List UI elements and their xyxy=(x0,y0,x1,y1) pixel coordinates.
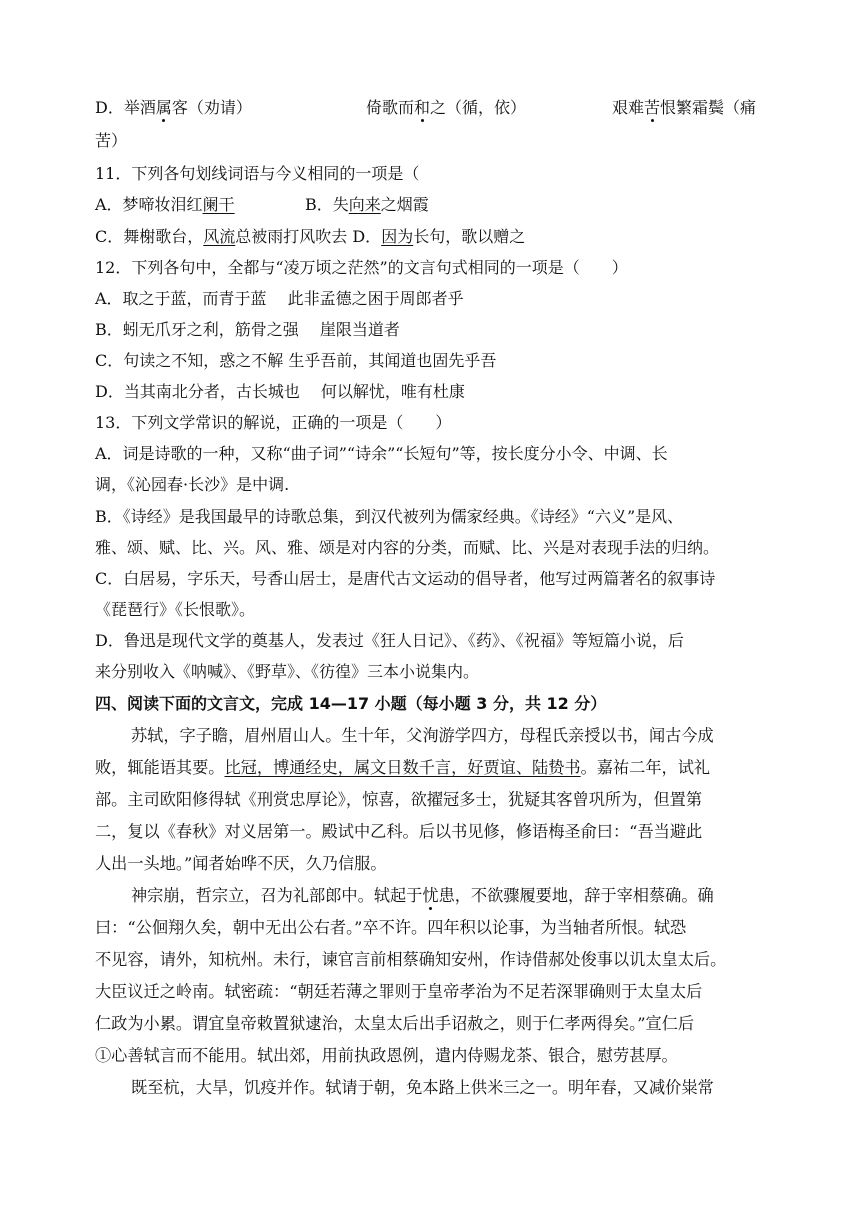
underlined-word: 向来 xyxy=(348,195,381,214)
q11-option-d-rest: 长句，歌以赠之 xyxy=(413,227,526,246)
passage-text: 。嘉祐二年，试礼 xyxy=(580,758,711,777)
q12-stem: 12．下列各句中，全都与“凌万顷之茫然”的文言句式相同的一项是（ ） xyxy=(95,258,628,277)
emphasis-dot-char: 属 xyxy=(155,98,172,117)
passage-p3-line1: 既至杭，大旱，饥疫并作。轼请于朝，免本路上供米三之一。明年春，又减价粜常 xyxy=(131,1078,714,1097)
q10-option-d-2 xyxy=(366,98,526,118)
q10-option-d-3-gloss: 恨繁霜鬓（痛 xyxy=(660,98,757,117)
passage-p1-line2 xyxy=(95,758,710,778)
q11-option-c-text: C．舞榭歌台， xyxy=(95,227,204,246)
q10-option-d-1: D．举酒 xyxy=(95,98,156,117)
passage-text: 患，不欲骤履要地，辞于宰相蔡确。确 xyxy=(438,886,714,905)
passage-p1-line3: 部。主司欧阳修得轼《刑赏忠厚论》，惊喜，欲擢冠多士，犹疑其客曾巩所为，但置第 xyxy=(95,790,703,809)
underlined-word: 因为 xyxy=(381,227,414,246)
passage-p2-line6: ①心善轼言而不能用。轼出郊，用前执政恩例，遣内侍赐龙茶、银合，慰劳甚厚。 xyxy=(95,1046,678,1065)
underlined-word: 风流 xyxy=(203,227,236,246)
q12-option-d: D．当其南北分者，古长城也 何以解忧，唯有杜康 xyxy=(95,382,465,401)
emphasis-dot-char: 忧 xyxy=(422,886,439,905)
q10-option-d-2-gloss: 之（循，依） xyxy=(430,98,527,117)
q10-option-d-3 xyxy=(612,98,756,118)
q13-option-c-line1: C．白居易，字乐天，号香山居士，是唐代古文运动的倡导者，他写过两篇著名的叙事诗 xyxy=(95,569,716,588)
q13-option-d-line1: D．鲁迅是现代文学的奠基人，发表过《狂人日记》、《药》、《祝福》等短篇小说，后 xyxy=(95,631,684,650)
q11-option-c-rest: 总被雨打风吹去 D． xyxy=(235,227,382,246)
q12-option-c: C．句读之不知，惑之不解 生乎吾前，其闻道也固先乎吾 xyxy=(95,351,497,370)
q10-option-d-2-text: 倚歌而 xyxy=(366,98,415,117)
passage-p1-line4: 二，复以《春秋》对义居第一。殿试中乙科。后以书见修，修语梅圣俞曰：“吾当避此 xyxy=(95,822,703,841)
passage-p2-line2: 曰：“公佪翔久矣，朝中无出公右者。”卒不许。四年积以论事，为当轴者所恨。轼恐 xyxy=(95,918,687,937)
q11-option-c-d xyxy=(95,227,525,247)
q10-option-d-line xyxy=(95,98,252,118)
q11-stem: 11．下列各句划线词语与今义相同的一项是（ xyxy=(95,164,420,183)
q12-option-b: B．蚓无爪牙之利，筋骨之强 崖限当道者 xyxy=(95,320,400,339)
q13-stem: 13．下列文学常识的解说，正确的一项是（ ） xyxy=(95,413,452,432)
q10-option-d-1-gloss: 客（劝请） xyxy=(171,98,252,117)
q11-option-a-text: A．梦啼妆泪红 xyxy=(95,195,203,214)
q10-option-d-3-text: 艰难 xyxy=(612,98,645,117)
q10-option-d-wrap: 苦） xyxy=(95,131,128,150)
emphasis-dot-char: 苦 xyxy=(644,98,661,117)
passage-p1-line1: 苏轼，字子瞻，眉州眉山人。生十年，父洵游学四方，母程氏亲授以书，闻古今成 xyxy=(131,726,714,745)
passage-p2-line4: 大臣议迁之岭南。轼密疏：“朝廷若薄之罪则于皇帝孝治为不足若深罪确则于太皇太后 xyxy=(95,982,703,1001)
q13-option-b-line1: B．《诗经》是我国最早的诗歌总集，到汉代被列为儒家经典。《诗经》“六义”是风、 xyxy=(95,507,684,526)
passage-p2-line5: 仁政为小累。谓宜皇帝敕置狱逮治，太皇太后出手诏赦之，则于仁孝两得矣。”宣仁后 xyxy=(95,1014,695,1033)
passage-p2-line3: 不见容，请外，知杭州。未行，谏官言前相蔡确知安州，作诗借郝处俊事以讥太皇太后。 xyxy=(95,950,727,969)
passage-text: 败，辄能语其要。 xyxy=(95,758,225,777)
emphasis-dot-char: 和 xyxy=(414,98,431,117)
section-heading: 四、阅读下面的文言文，完成 14—17 小题（每小题 3 分，共 12 分） xyxy=(95,694,607,713)
q13-option-b-line2: 雅、颂、赋、比、兴。风、雅、颂是对内容的分类，而赋、比、兴是对表现手法的归纳。 xyxy=(95,538,720,557)
q13-option-c-line2: 《琵琶行》《长恨歌》。 xyxy=(95,600,256,619)
q13-option-a-line1: A．词是诗歌的一种，又称“曲子词”“诗余”“长短句”等，按长度分小令、中调、长 xyxy=(95,444,668,463)
q11-option-b-rest: 之烟霞 xyxy=(380,195,429,214)
q11-option-a xyxy=(95,195,235,215)
passage-p2-line1 xyxy=(131,886,714,906)
q13-option-d-line2: 来分别收入《呐喊》、《野草》、《彷徨》三本小说集内。 xyxy=(95,662,480,681)
q12-option-a: A．取之于蓝，而青于蓝 此非孟德之困于周郎者乎 xyxy=(95,289,464,308)
underlined-sentence: 比冠，博通经史，属文日数千言，好贾谊、陆贽书 xyxy=(224,758,581,777)
passage-p1-line5: 人出一头地。”闻者始哗不厌，久乃信服。 xyxy=(95,854,387,873)
q11-option-b-text: B．失 xyxy=(305,195,349,214)
underlined-word: 阑干 xyxy=(202,195,235,214)
passage-text: 神宗崩，哲宗立，召为礼部郎中。轼起于 xyxy=(131,886,423,905)
q11-option-b xyxy=(305,195,429,215)
q13-option-a-line2: 调，《沁园春·长沙》是中调. xyxy=(95,475,290,494)
